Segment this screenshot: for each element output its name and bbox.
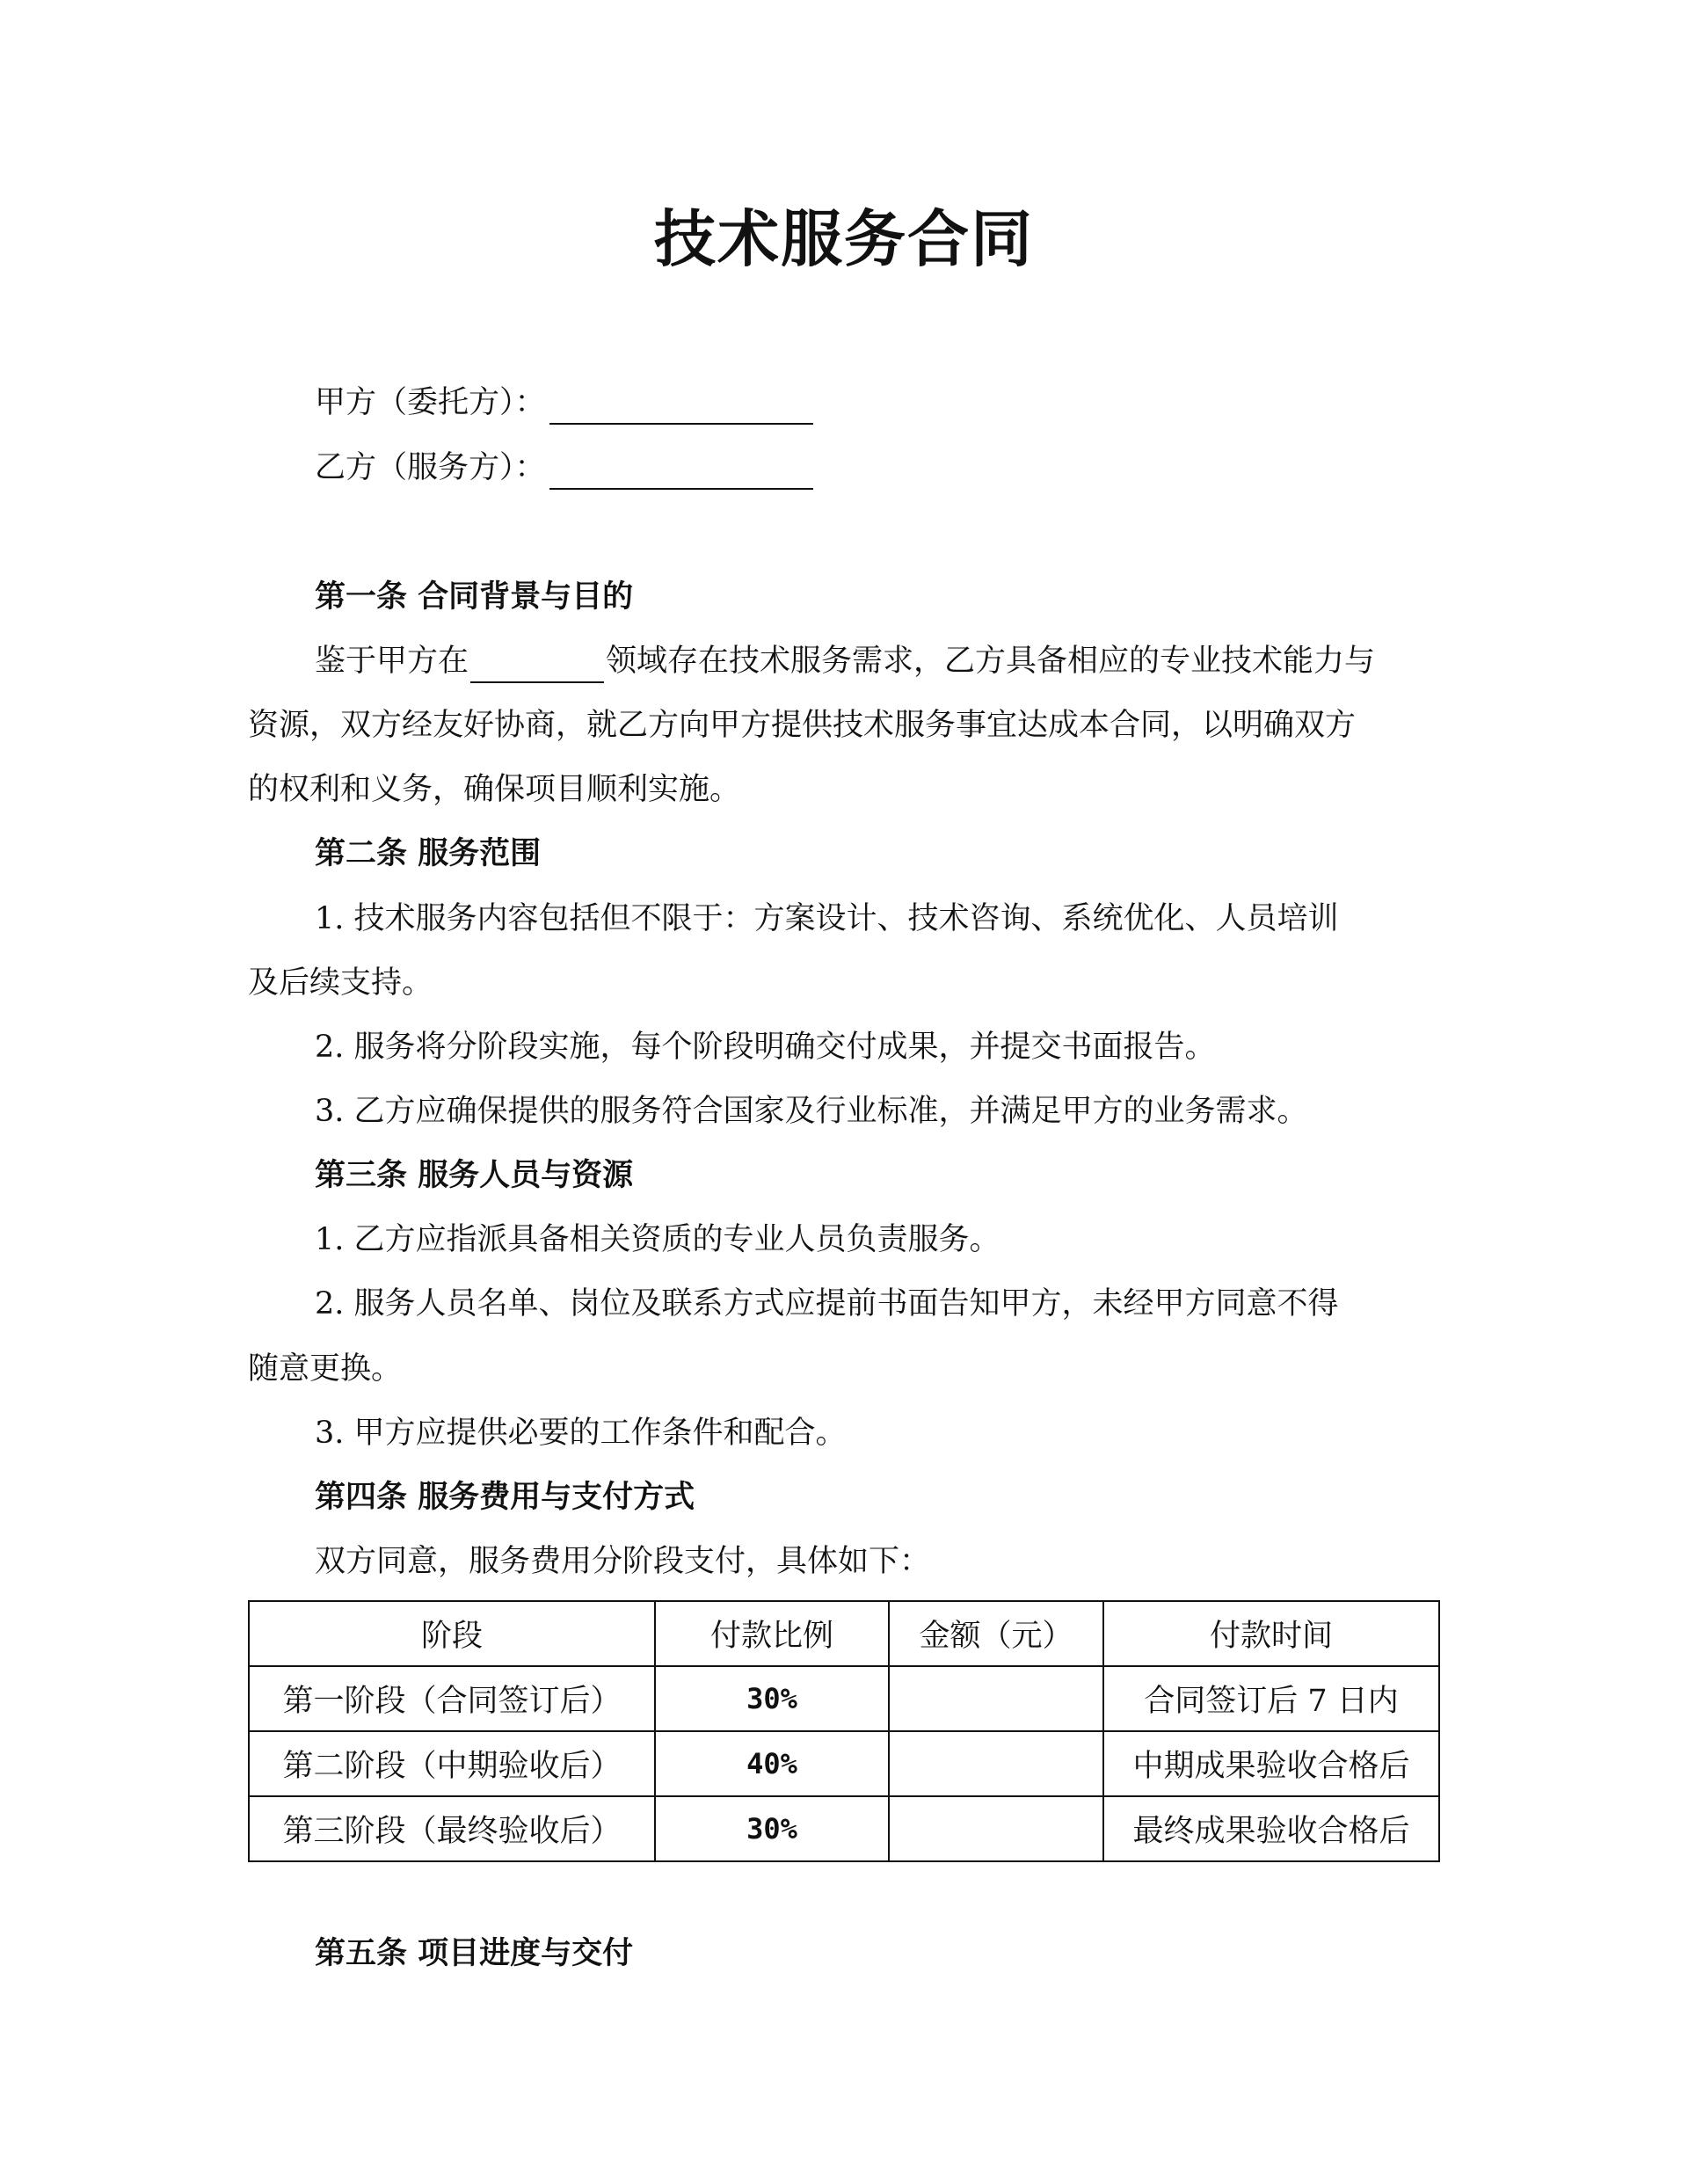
payment-table xyxy=(248,1600,1440,1862)
article-3-item-2: 2. 服务人员名单、岗位及联系方式应提前书面告知甲方，未经甲方同意不得 xyxy=(315,1286,1339,1321)
table-header-row xyxy=(249,1601,1439,1666)
cell-ratio: 40% xyxy=(655,1731,889,1796)
cell-ratio: 30% xyxy=(655,1796,889,1861)
party-a-line xyxy=(315,381,813,425)
article-4-heading: 第四条 服务费用与支付方式 xyxy=(315,1480,695,1515)
article-3-item-3: 3. 甲方应提供必要的工作条件和配合。 xyxy=(315,1416,847,1451)
table-row xyxy=(249,1796,1439,1861)
article-1-line-1-pre: 鉴于甲方在 xyxy=(315,644,469,679)
table-row xyxy=(249,1666,1439,1731)
cell-stage: 第二阶段（中期验收后） xyxy=(249,1731,655,1796)
table-row xyxy=(249,1731,1439,1796)
header-time: 付款时间 xyxy=(1103,1601,1439,1666)
document-title: 技术服务合同 xyxy=(654,203,1034,275)
article-3-item-1: 1. 乙方应指派具备相关资质的专业人员负责服务。 xyxy=(315,1222,1000,1257)
article-1-line-1-post: 领域存在技术服务需求，乙方具备相应的专业技术能力与 xyxy=(606,644,1376,679)
cell-stage: 第一阶段（合同签订后） xyxy=(249,1666,655,1731)
header-stage: 阶段 xyxy=(249,1601,655,1666)
article-1-line-3: 的权利和义务，确保项目顺利实施。 xyxy=(248,772,741,807)
cell-amount xyxy=(889,1731,1103,1796)
article-2-item-1: 1. 技术服务内容包括但不限于：方案设计、技术咨询、系统优化、人员培训 xyxy=(315,901,1339,936)
party-b-blank xyxy=(549,456,813,490)
party-a-blank xyxy=(549,391,813,425)
cell-amount xyxy=(889,1666,1103,1731)
article-1-heading: 第一条 合同背景与目的 xyxy=(315,579,634,615)
article-2-heading: 第二条 服务范围 xyxy=(315,836,542,871)
cell-ratio: 30% xyxy=(655,1666,889,1731)
cell-time: 中期成果验收合格后 xyxy=(1103,1731,1439,1796)
article-1-line-2: 资源，双方经友好协商，就乙方向甲方提供技术服务事宜达成本合同，以明确双方 xyxy=(248,708,1357,743)
article-3-item-2-cont: 随意更换。 xyxy=(248,1351,403,1387)
header-ratio: 付款比例 xyxy=(655,1601,889,1666)
field-blank xyxy=(470,650,604,683)
article-2-item-1-cont: 及后续支持。 xyxy=(248,965,433,1001)
article-1-line-1 xyxy=(315,639,1375,683)
cell-stage: 第三阶段（最终验收后） xyxy=(249,1796,655,1861)
party-b-label: 乙方（服务方）： xyxy=(315,450,546,485)
party-a-label: 甲方（委托方）： xyxy=(315,385,546,420)
cell-time: 最终成果验收合格后 xyxy=(1103,1796,1439,1861)
cell-time: 合同签订后 7 日内 xyxy=(1103,1666,1439,1731)
header-amount: 金额（元） xyxy=(889,1601,1103,1666)
article-5-heading: 第五条 项目进度与交付 xyxy=(315,1936,634,1971)
cell-amount xyxy=(889,1796,1103,1861)
article-4-intro: 双方同意，服务费用分阶段支付，具体如下： xyxy=(315,1544,931,1579)
article-2-item-3: 3. 乙方应确保提供的服务符合国家及行业标准，并满足甲方的业务需求。 xyxy=(315,1094,1308,1129)
party-b-line xyxy=(315,446,813,490)
article-2-item-2: 2. 服务将分阶段实施，每个阶段明确交付成果，并提交书面报告。 xyxy=(315,1030,1216,1065)
article-3-heading: 第三条 服务人员与资源 xyxy=(315,1158,634,1193)
